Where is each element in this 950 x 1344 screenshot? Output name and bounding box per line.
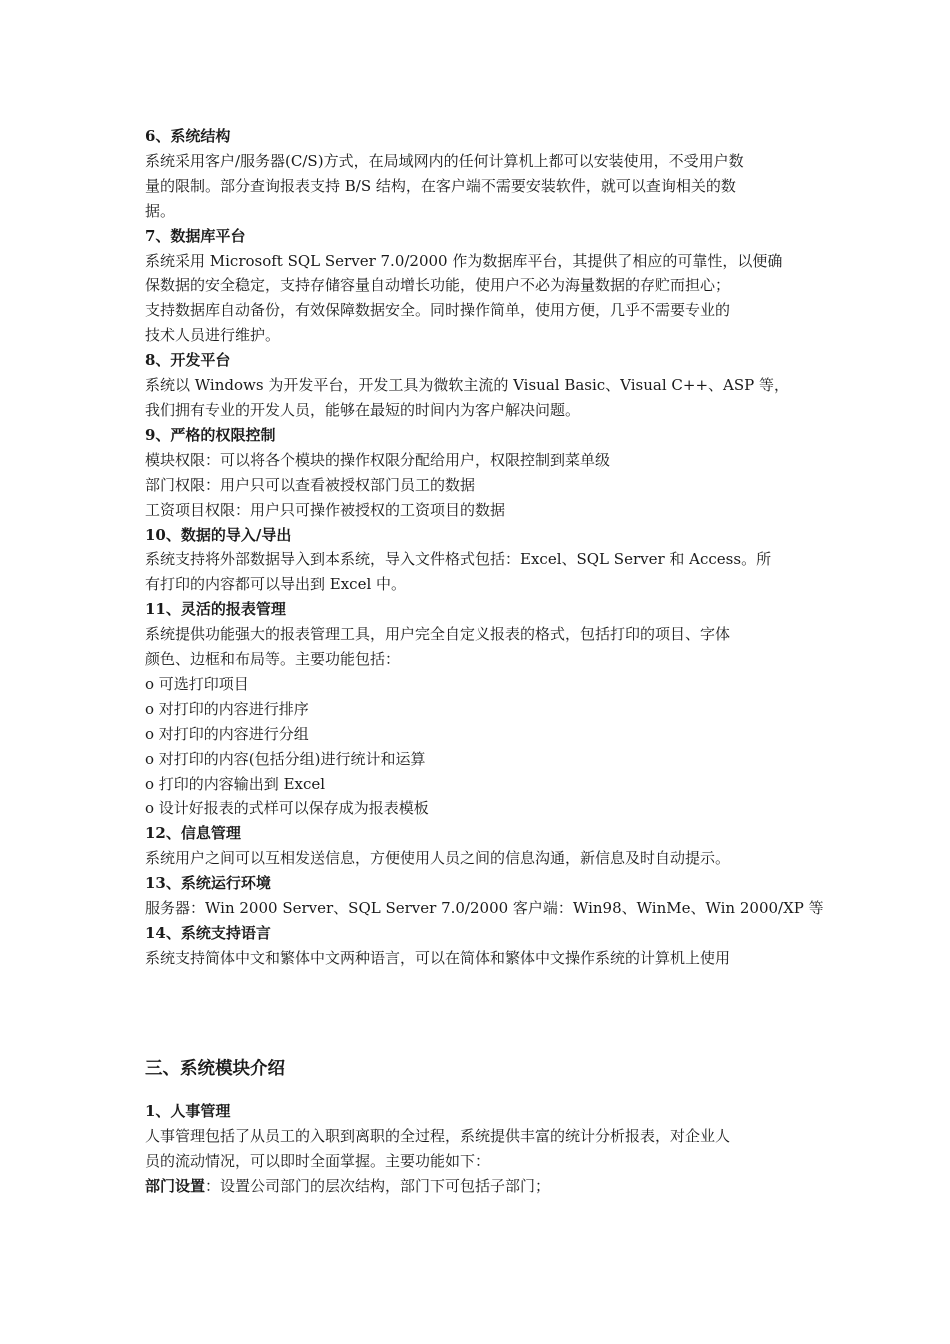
section-text-line: o 对打印的内容进行排序: [145, 699, 309, 718]
chapter-title: 三、系统模块介绍: [145, 1058, 285, 1079]
chapter-gap: [145, 1081, 810, 1099]
section-text-line: 系统以 Windows 为开发平台，开发工具为微软主流的 Visual Basic、Visual C++、ASP 等，: [145, 376, 789, 395]
section-heading: 6、系统结构: [145, 127, 231, 145]
section-text-line: 系统用户之间可以互相发送信息，方便使用人员之间的信息沟通，新信息及时自动提示。: [145, 849, 731, 868]
section-text-line: 保数据的安全稳定，支持存储容量自动增长功能，使用户不必为海量数据的存贮而担心；: [145, 276, 731, 295]
section-text-line: o 对打印的内容(包括分组)进行统计和运算: [145, 749, 426, 768]
feature-section: [145, 124, 810, 224]
section-gap: [145, 971, 810, 1057]
section-heading: 9、严格的权限控制: [145, 425, 276, 444]
section-text-line: 据。: [145, 201, 176, 220]
chapter-line: 员的流动情况，可以即时全面掌握。主要功能如下：: [145, 1151, 491, 1170]
section-text-line: 我们拥有专业的开发人员，能够在最短的时间内为客户解决问题。: [145, 400, 581, 419]
section-heading: 8、开发平台: [145, 351, 231, 370]
feature-section: [145, 423, 810, 523]
feature-section: [145, 921, 810, 971]
section-text-line: 技术人员进行维护。: [145, 326, 281, 345]
section-text-line: 模块权限：可以将各个模块的操作权限分配给用户，权限控制到菜单级: [145, 450, 611, 469]
section-heading: 11、灵活的报表管理: [145, 600, 286, 619]
section-text-line: 量的限制。部分查询报表支持 B/S 结构，在客户端不需要安装软件，就可以查询相关的数: [145, 176, 736, 195]
chapter-last-line: [145, 1174, 810, 1199]
section-text-line: o 可选打印项目: [145, 674, 249, 693]
section-text-line: 系统提供功能强大的报表管理工具，用户完全自定义报表的格式，包括打印的项目、字体: [145, 625, 731, 644]
section-text-line: 部门权限：用户只可以查看被授权部门员工的数据: [145, 475, 476, 494]
section-text-line: 系统支持将外部数据导入到本系统，导入文件格式包括：Excel、SQL Server 和 Access。所: [145, 550, 772, 569]
section-text-line: 有打印的内容都可以导出到 Excel 中。: [145, 575, 407, 594]
feature-section: [145, 871, 824, 921]
section-text-line: o 打印的内容输出到 Excel: [145, 774, 326, 793]
chapter-sub-heading: 1、人事管理: [145, 1101, 231, 1120]
feature-section: [145, 597, 810, 821]
document-page: [145, 124, 824, 1198]
section-text-line: 系统采用客户/服务器(C/S)方式，在局域网内的任何计算机上都可以安装使用，不受用户数: [145, 151, 744, 170]
section-text-line: 服务器：Win 2000 Server、SQL Server 7.0/2000 客户端：Win98、WinMe、Win 2000/XP 等: [145, 899, 824, 918]
section-heading: 14、系统支持语言: [145, 924, 271, 942]
chapter-line: 人事管理包括了从员工的入职到离职的全过程，系统提供丰富的统计分析报表，对企业人: [145, 1126, 731, 1145]
feature-section: [145, 523, 810, 598]
chapter-block: [145, 1057, 810, 1199]
section-text-line: o 设计好报表的式样可以保存成为报表模板: [145, 799, 429, 818]
section-heading: 13、系统运行环境: [145, 874, 271, 893]
section-text-line: 颜色、边框和布局等。主要功能包括：: [145, 650, 401, 669]
department-setting-label: 部门设置: [145, 1176, 206, 1195]
section-text-line: 系统支持简体中文和繁体中文两种语言，可以在简体和繁体中文操作系统的计算机上使用: [145, 948, 731, 967]
department-setting-text: ：设置公司部门的层次结构，部门下可包括子部门；: [205, 1176, 551, 1195]
section-text-line: 支持数据库自动备份，有效保障数据安全。同时操作简单，使用方便，几乎不需要专业的: [145, 301, 731, 320]
section-text-line: o 对打印的内容进行分组: [145, 724, 309, 743]
section-heading: 10、数据的导入/导出: [145, 525, 292, 544]
feature-section: [145, 821, 810, 871]
section-heading: 12、信息管理: [145, 824, 241, 843]
section-heading: 7、数据库平台: [145, 226, 246, 245]
feature-section: [145, 348, 810, 423]
feature-section: [145, 224, 810, 349]
feature-sections: [145, 124, 824, 971]
section-text-line: 系统采用 Microsoft SQL Server 7.0/2000 作为数据库平台，其提供了相应的可靠性，以便确: [145, 251, 783, 270]
section-text-line: 工资项目权限：用户只可操作被授权的工资项目的数据: [145, 500, 506, 519]
